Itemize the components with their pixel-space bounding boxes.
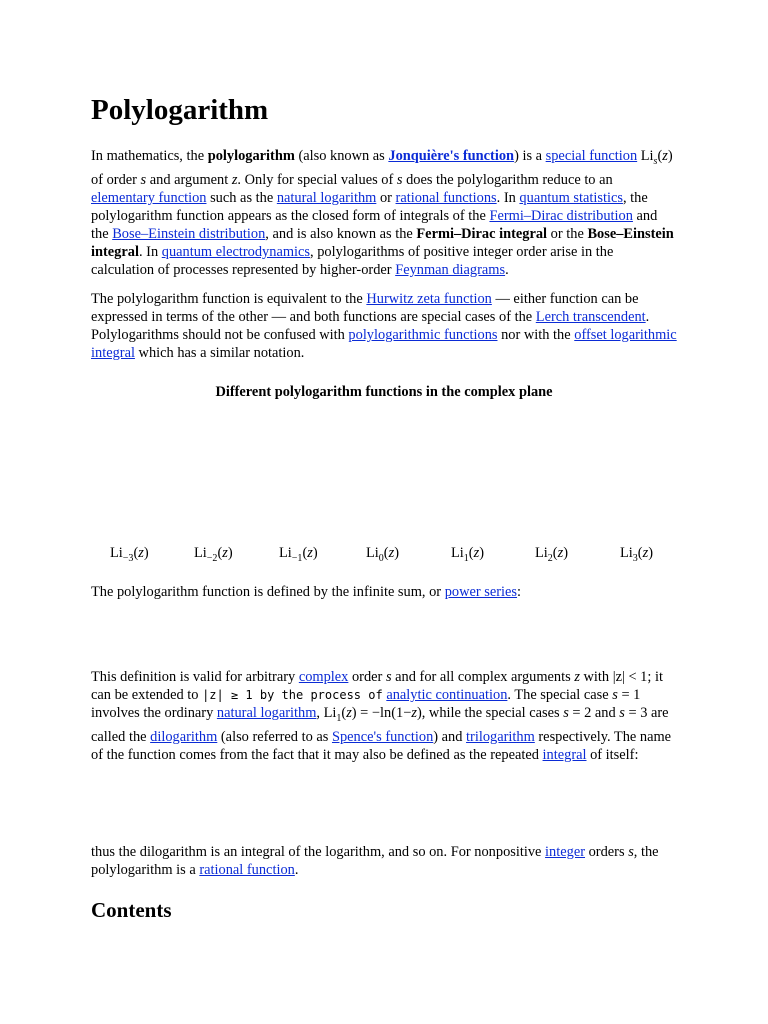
link-quantum-statistics[interactable]: quantum statistics [519,189,623,206]
text: (also referred to as [217,728,332,745]
contents-heading: Contents [91,898,172,922]
text: ) of order [91,148,673,188]
text: order [348,669,386,685]
figure-label-li-3: $Li_3(z)$ [620,545,653,564]
var-z: z [574,669,580,685]
figure-label-li-minus1: $Li_{-1}(z)$ [279,545,318,564]
text: . In [138,243,162,260]
link-offset-logarithmic-integral[interactable]: offset logarithmic integral [91,327,677,361]
text: ) and [433,728,467,745]
var-s: s [619,705,625,721]
link-natural-logarithm[interactable]: natural logarithm [276,189,377,206]
link-quantum-electrodynamics[interactable]: quantum electrodynamics [161,243,311,260]
abs-z-greater-equal-1: |z| ≥ 1 by the process of [202,688,383,702]
link-bose-einstein-distribution[interactable]: Bose–Einstein distribution [112,225,266,242]
text: , Li [316,705,337,721]
text: ) = −ln(1− [351,705,412,721]
text: . The special case [507,687,613,703]
figure-label-li-1: $Li_1(z)$ [451,545,484,564]
text: with [579,669,613,685]
var-z: z [231,171,238,188]
text: of itself: [586,746,639,763]
text: or [376,189,396,206]
text: ; it can be extended to [91,669,663,703]
link-spence-function[interactable]: Spence's function [331,728,434,745]
text: , the polylogarithm is a [91,844,659,878]
link-fermi-dirac-distribution[interactable]: Fermi–Dirac distribution [489,207,633,224]
text: The polylogarithm function is equivalent to the [91,291,367,307]
text: . Only for special values of [237,171,397,188]
text: and for all complex arguments [391,669,575,685]
text: . [294,862,299,878]
var-z: z [346,705,352,721]
link-rational-function[interactable]: rational function [199,862,295,878]
link-integral[interactable]: integral [542,746,587,763]
text: orders [585,844,629,860]
figure-caption: Different polylogarithm functions in the complex plane [215,384,553,400]
link-rational-functions[interactable]: rational functions [395,189,497,206]
link-integer[interactable]: integer [545,844,586,860]
var-s: s [385,669,392,685]
li-subscript: s [653,155,658,167]
intro-paragraph [91,147,677,279]
text: and the [91,207,658,242]
figure-label-li-2: $Li_2(z)$ [535,545,568,564]
text: ) is a [514,148,546,164]
link-lerch-transcendent[interactable]: Lerch transcendent [535,309,646,325]
text: — either function can be expressed in terms of the other — and both functions are special cases of the [91,291,639,325]
link-natural-logarithm[interactable]: natural logarithm [216,705,317,721]
term-fermi-dirac-integral: Fermi–Dirac integral [416,225,548,242]
text: , and is also known as the [265,225,417,242]
link-dilogarithm[interactable]: dilogarithm [150,728,218,745]
text: . [505,261,509,278]
var-s: s [396,171,403,188]
text: or the [547,225,588,242]
dilogarithm-paragraph [91,843,677,879]
text: nor with the [497,327,575,343]
text: ), while the special cases [416,705,564,721]
definition-paragraph [91,583,677,601]
link-feynman-diagrams[interactable]: Feynman diagrams [395,261,506,278]
var-z: z [662,148,668,164]
text: = 1 involves the ordinary [91,687,641,721]
link-elementary-function[interactable]: elementary function [91,189,207,206]
link-trilogarithm[interactable]: trilogarithm [466,728,535,745]
text: such as the [206,189,277,206]
term-polylogarithm: polylogarithm [207,148,295,164]
text: = 2 and [568,705,620,721]
page-title: Polylogarithm [91,94,269,126]
text: respectively. The name of the function comes from the fact that it may also be defined as the repeated [91,728,672,763]
text: thus the dilogarithm is an integral of the logarithm, and so on. For nonpositive [91,844,546,860]
text: In mathematics, the [91,148,208,164]
text: = 3 are called the [91,705,669,745]
text: , polylogarithms of positive integer order arise in the calculation of processes represented by higher-order [91,243,614,278]
figure-label-li-0: $Li_0(z)$ [366,545,399,564]
text: : [517,584,522,600]
term-bose-einstein-integral: Bose–Einstein integral [91,225,674,260]
validity-paragraph [91,668,677,764]
text: . In [496,189,520,206]
equivalence-paragraph [91,290,677,362]
text: This definition is valid for arbitrary [91,669,299,685]
text: (also known as [294,148,389,164]
text: ( [657,148,663,164]
var-s: s [563,705,569,721]
text: , the polylogarithm function appears as the closed form of integrals of the [91,189,648,224]
text: ( [341,705,347,721]
text: and argument [146,171,232,188]
link-special-function[interactable]: special function [545,148,638,164]
text: does the polylogarithm reduce to an [402,171,613,188]
text: The polylogarithm function is defined by the infinite sum, or [91,584,445,600]
li-subscript: 1 [336,712,342,724]
figure-label-li-minus3: $Li_{-3}(z)$ [110,545,149,564]
li-symbol: Li [637,148,654,164]
link-power-series[interactable]: power series [444,584,518,600]
link-complex[interactable]: complex [298,669,349,685]
var-s: s [140,171,147,188]
link-jonquiere-function[interactable]: Jonquière's function [388,148,515,164]
var-z: z [411,705,417,721]
var-s: s [628,844,634,860]
figure-label-li-minus2: $Li_{-2}(z)$ [194,545,233,564]
text: which has a similar notation. [134,345,305,361]
link-analytic-continuation[interactable]: analytic continuation [386,687,508,703]
link-polylogarithmic-functions[interactable]: polylogarithmic functions [348,327,498,343]
var-s: s [612,687,618,703]
link-hurwitz-zeta-function[interactable]: Hurwitz zeta function [366,291,492,307]
text: . Polylogarithms should not be confused with [91,309,650,343]
abs-z-less-than-1: |z| < 1 [612,669,648,685]
